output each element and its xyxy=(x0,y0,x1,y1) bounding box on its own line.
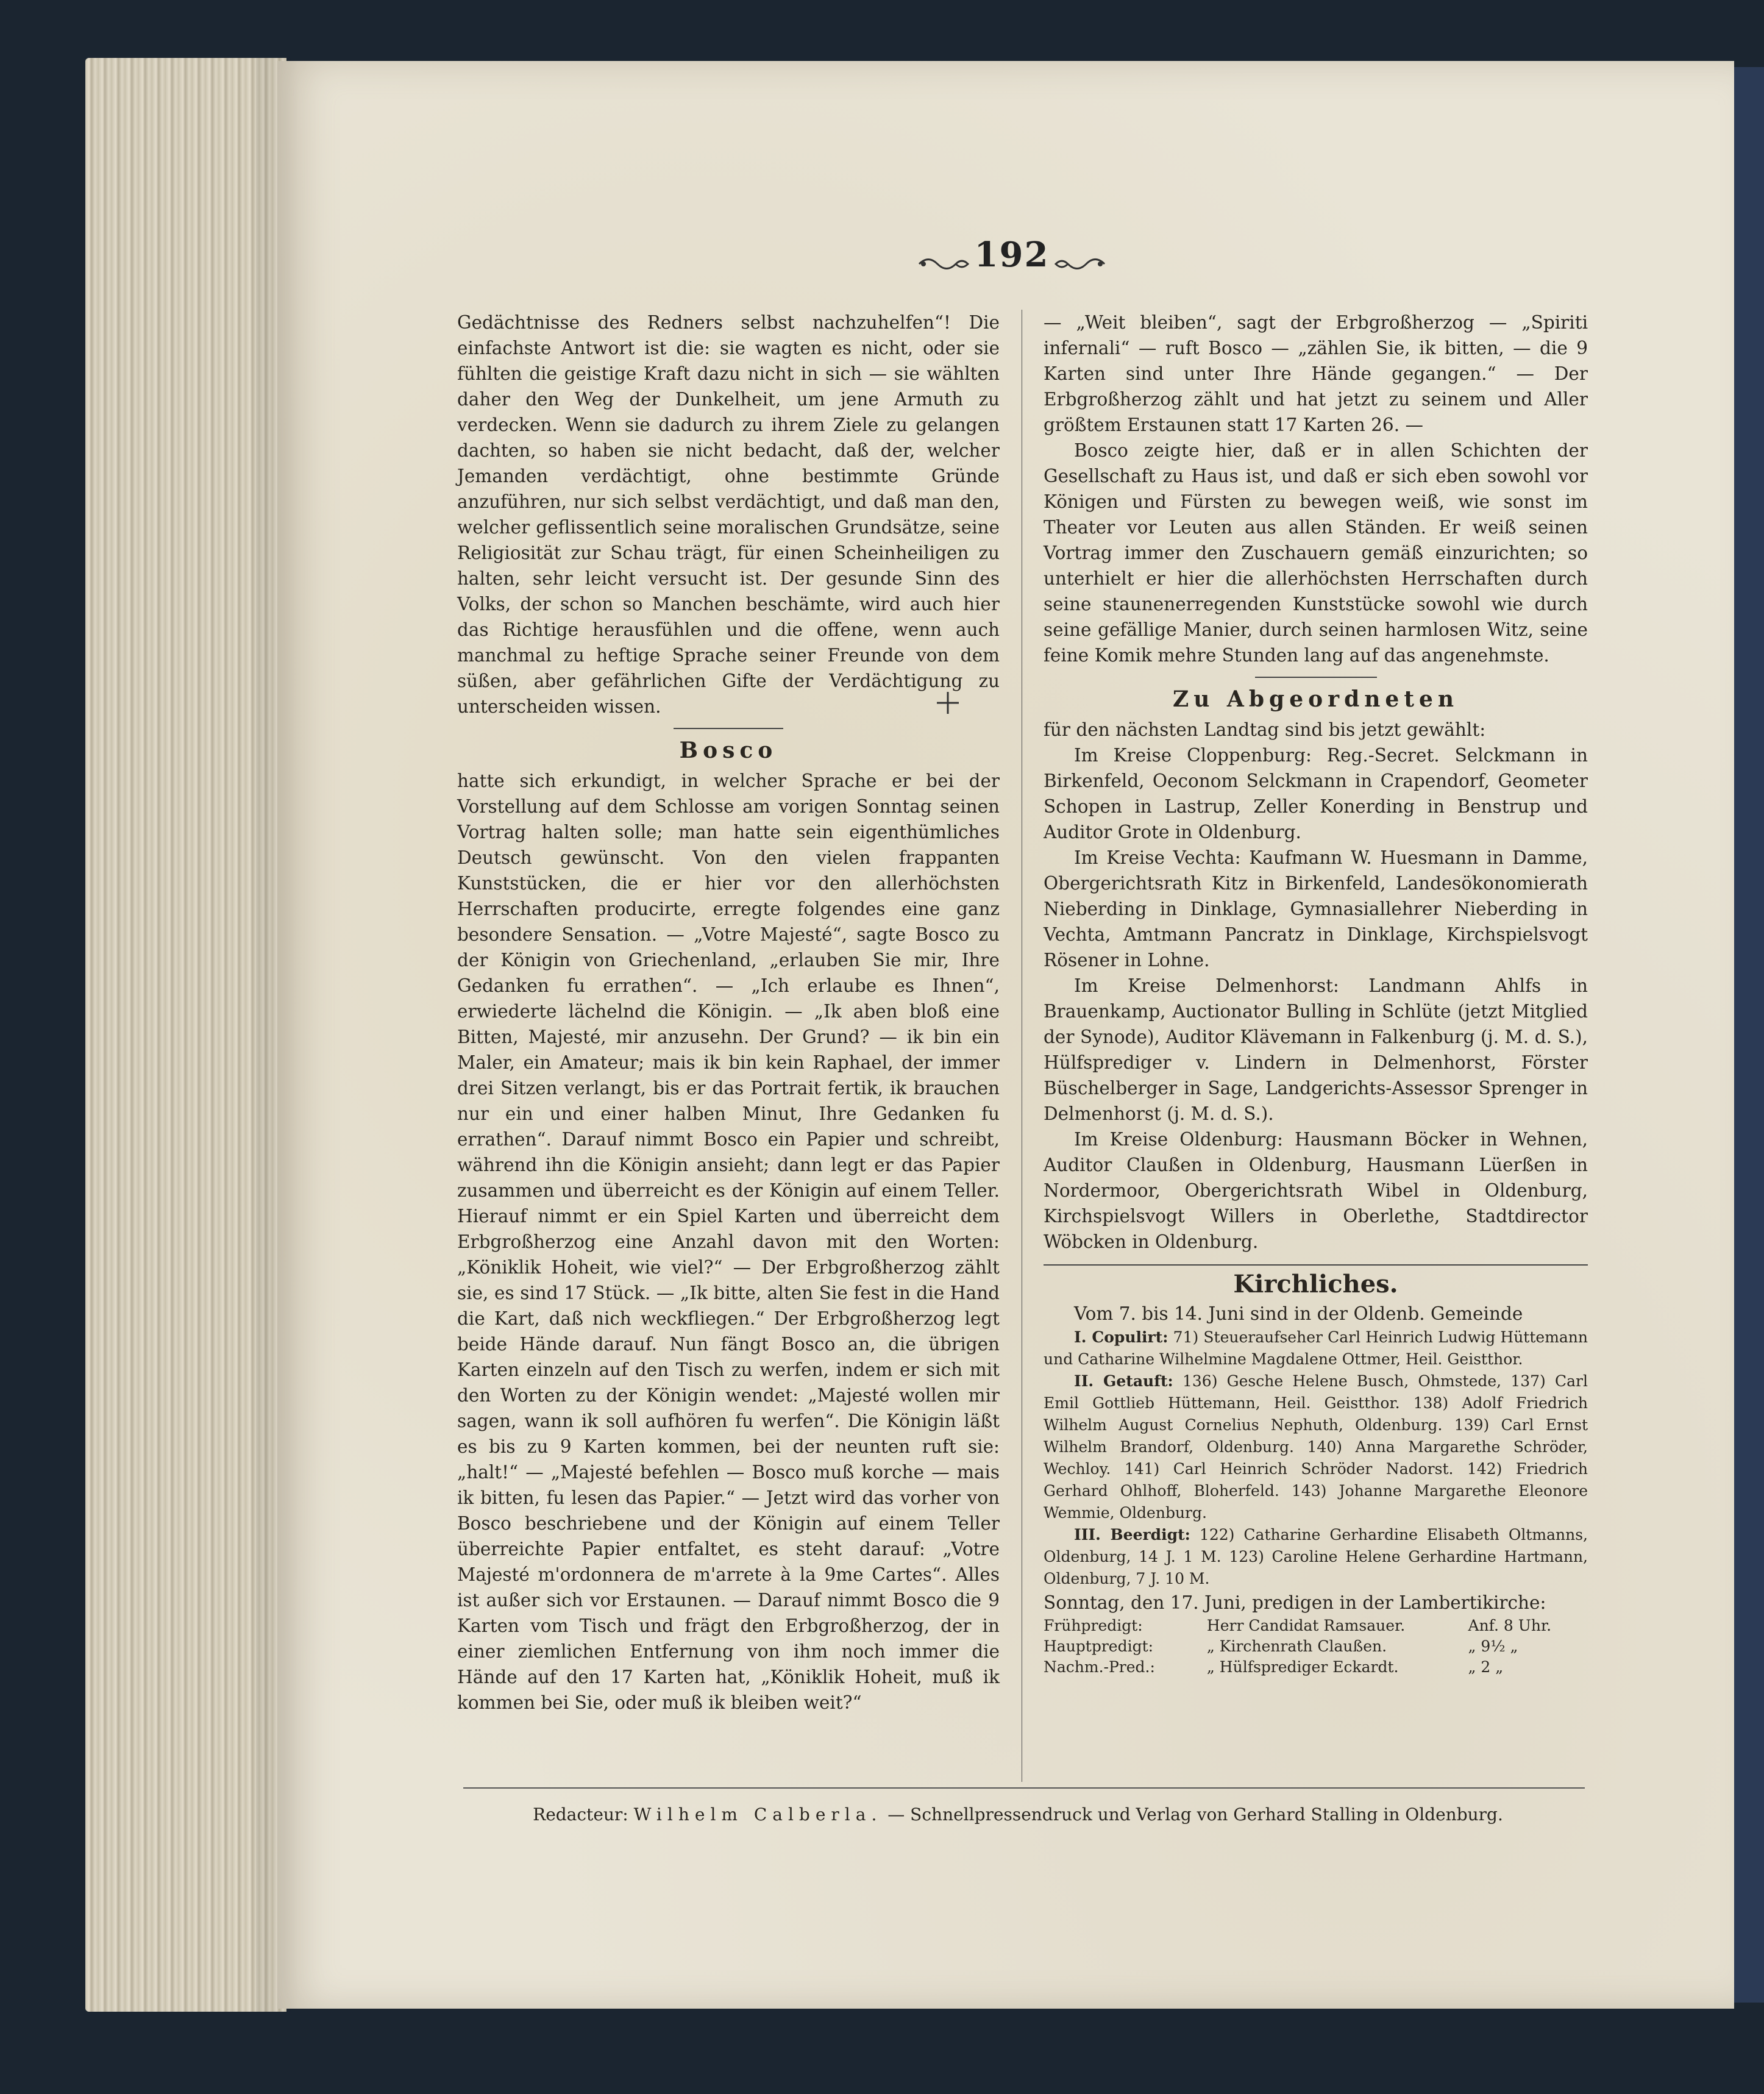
service-pastor: „ Hülfsprediger Eckardt. xyxy=(1206,1658,1399,1676)
page-number: 192 xyxy=(974,235,1050,275)
kreis-vechta: Im Kreise Vechta: Kaufmann W. Huesmann in Damme, Obergerichtsrath Kitz in Birkenfeld, Landesökonomierath Nieberding in Dinklage, Gymnasiallehrer Nieberding in Vechta, Amtmann Pancratz in Dinklage, Kirchspielsvogt Rösener in Lohne. xyxy=(1044,847,1588,970)
bosco-summary: Bosco zeigte hier, daß er in allen Schichten der Gesellschaft zu Haus ist, und daß er sich eben sowohl vor Königen und Fürsten zu bewegen weiß, wie sonst im Theater vor Leuten aus allen Ständen. Er weiß seinen Vortrag immer den Zuschauern gemäß einzurichten; so unterhielt er hier die allerhöchsten Herrschaften durch seine staunenerregenden Kunststücke sowohl wie durch seine gefällige Manier, durch seinen harmlosen Witz, seine feine Komik mehre Stunden lang auf das angenehmste. xyxy=(1044,440,1588,666)
left-column xyxy=(457,310,1000,1715)
section-rule xyxy=(674,728,783,729)
services-table xyxy=(1044,1615,1588,1678)
bosco-continuation: — „Weit bleiben“, sagt der Erbgroßherzog — „Spiriti infernali“ — ruft Bosco — „zählen Sie, ik bitten, — die 9 Karten sind unter Ihre Hände gegangen.“ — Der Erbgroßherzog zählt und hat jetzt zu seinem und Aller größtem Erstaunen statt 17 Karten 26. — xyxy=(1044,312,1588,435)
imprint-footer xyxy=(506,1804,1530,1825)
intro-paragraph: Gedächtnisse des Redners selbst nachzuhelfen“! Die einfachste Antwort ist die: sie wagten es nicht, oder sie fühlten die geistige Kraft dazu nicht in sich — sie wählten daher den Weg der Dunkelheit, um jene Armuth zu verdecken. Wenn sie dadurch zu ihrem Ziele zu gelangen dachten, so haben sie nicht bedacht, daß der, welcher Jemanden verdächtigt, ohne bestimmte Gründe anzuführen, nur sich selbst verdächtigt, und daß man den, welcher geflissentlich seine moralischen Grundsätze, seine Religiosität zur Schau trägt, für einen Scheinheiligen zu halten, sehr leicht versucht ist. Der gesunde Sinn des Volks, der schon so Manchen beschämte, wird auch hier das Richtige herausfühlen und die offene, wenn auch manchmal zu heftige Sprache seiner Freunde von dem süßen, aber gefährlichen Gifte der Verdächtigung zu unterscheiden wissen. xyxy=(457,312,1000,717)
getauft-entry xyxy=(1044,1370,1588,1524)
spine-shadow xyxy=(256,58,299,2012)
copulirt-entry xyxy=(1044,1327,1588,1370)
kirchliches-intro: Vom 7. bis 14. Juni sind in der Oldenb. Gemeinde xyxy=(1074,1303,1523,1324)
beerdigt-entry xyxy=(1044,1524,1588,1590)
getauft-text: 136) Gesche Helene Busch, Ohmstede, 137) Carl Emil Gottlieb Hüttemann, Heil. Geistthor. 138) Adolf Friedrich Wilhelm August Cornelius Nephuth, Oldenburg. 139) Carl Ernst Wilhelm Brandorf, Oldenburg. 140) Anna Margarethe Schröder, Wechloy. 141) Carl Heinrich Schröder Nadorst. 142) Friedrich Gerhard Ohlhoff, Bloherfeld. 143) Johanne Margarethe Eleonore Wemmie, Oldenburg. xyxy=(1044,1372,1588,1522)
service-pastor: Herr Candidat Ramsauer. xyxy=(1206,1617,1406,1634)
service-pastor: „ Kirchenrath Claußen. xyxy=(1206,1637,1387,1655)
bosco-paragraph: hatte sich erkundigt, in welcher Sprache er bei der Vorstellung auf dem Schlosse am vorigen Sonntag seinen Vortrag halten solle; man hatte sein eigenthümliches Deutsch gewünscht. Von den vielen frappanten Kunststücken, die er hier vor den allerhöchsten Herrschaften producirte, erregte folgendes eine ganz besondere Sensation. — „Votre Majesté“, sagte Bosco zu der Königin von Griechenland, „erlauben Sie mir, Ihre Gedanken fu errathen“. — „Ich erlaube es Ihnen“, erwiederte lächelnd die Königin. — „Ik aben bloß eine Bitten, Majesté, mir anzusehn. Der Grund? — ik bin ein Maler, ein Amateur; mais ik bin kein Raphael, der immer drei Sitzen verlangt, bis er das Portrait fertik, ik brauchen nur ein und einer halben Minut, Ihre Gedanken fu errathen“. Darauf nimmt Bosco ein Papier und schreibt, während ihn die Königin ansieht; dann legt er das Papier zusammen und überreicht es der Königin auf einem Teller. Hierauf nimmt er ein Spiel Karten und überreicht dem Erbgroßherzog eine Anzahl davon mit den Worten: „Köniklik Hoheit, wie viel?“ — Der Erbgroßherzog zählt sie, es sind 17 Stück. — „Ik bitte, alten Sie fest in die Hand die Kart, daß nich weckfliegen.“ Der Erbgroßherzog legt beide Hände darauf. Nun fängt Bosco an, die übrigen Karten einzeln auf den Tisch zu werfen, indem er sich mit den Worten zu der Königin wendet: „Majesté wollen mir sagen, wann ik soll aufhören fu werfen“. Die Königin läßt es bis zu 9 Karten kommen, bei der neunten ruft sie: „halt!“ — „Majesté befehlen — Bosco muß korche — mais ik bitten, fu lesen das Papier.“ — Jetzt wird das vorher von Bosco beschriebene und der Königin auf einem Teller überreichte Papier entfaltet, es steht darauf: „Votre Majesté m'ordonnera de m'arrete à la 9me Cartes“. Alles ist außer sich vor Erstaunen. — Darauf nimmt Bosco die 9 Karten vom Tisch und frägt den Erbgroßherzog, der in einer ziemlichen Entfernung von ihm noch immer die Hände auf den 17 Karten hat, „Köniklik Hoheit, muß ik kommen bei Sie, oder muß ik bleiben weit?“ xyxy=(457,771,1000,1713)
abgeordnete-intro: für den nächsten Landtag sind bis jetzt gewählt: xyxy=(1044,719,1486,740)
sonntag-line: Sonntag, den 17. Juni, predigen in der Lambertikirche: xyxy=(1044,1592,1546,1613)
book-cover-edge xyxy=(1734,67,1764,2003)
table-row xyxy=(1044,1657,1588,1678)
ornament-left-icon xyxy=(916,252,971,276)
copulirt-text: 71) Steueraufseher Carl Heinrich Ludwig Hüttemann und Catharine Wilhelmine Magdalene Ottmer, Heil. Geistthor. xyxy=(1044,1328,1588,1368)
kreis-cloppenburg: Im Kreise Cloppenburg: Reg.-Secret. Selckmann in Birkenfeld, Oeconom Selckmann in Crapendorf, Geometer Schopen in Lastrup, Zeller Konerding in Benstrup und Auditor Grote in Oldenburg. xyxy=(1044,745,1588,842)
beerdigt-label: III. Beerdigt: xyxy=(1074,1526,1190,1544)
table-row xyxy=(1044,1615,1588,1636)
copulirt-label: I. Copulirt: xyxy=(1074,1328,1168,1346)
page-header xyxy=(884,235,1140,283)
bosco-heading: Bosco xyxy=(679,738,778,763)
kirchliches-heading: Kirchliches. xyxy=(1233,1270,1398,1298)
editor-name: Wilhelm Calberla. xyxy=(633,1804,883,1825)
service-time: „ 9½ „ xyxy=(1468,1637,1518,1655)
service-name: Frühpredigt: xyxy=(1044,1617,1143,1634)
footer-dash: — xyxy=(887,1804,905,1825)
footer-rule xyxy=(463,1787,1585,1789)
service-time: „ 2 „ xyxy=(1468,1658,1504,1676)
service-name: Hauptpredigt: xyxy=(1044,1637,1154,1655)
service-time: Anf. 8 Uhr. xyxy=(1468,1617,1552,1634)
service-name: Nachm.-Pred.: xyxy=(1044,1658,1155,1676)
kreis-oldenburg: Im Kreise Oldenburg: Hausmann Böcker in Wehnen, Auditor Claußen in Oldenburg, Hausmann Lüerßen in Nordermoor, Obergerichtsrath Wibel in Oldenburg, Kirchspielsvogt Willers in Oberlethe, Stadtdirector Wöbcken in Oldenburg. xyxy=(1044,1129,1588,1252)
beerdigt-text: 122) Catharine Gerhardine Elisabeth Oltmanns, Oldenburg, 14 J. 1 M. 123) Caroline Helene Gerhardine Hartmann, Oldenburg, 7 J. 10 M. xyxy=(1044,1526,1588,1587)
kreis-delmenhorst: Im Kreise Delmenhorst: Landmann Ahlfs in Brauenkamp, Auctionator Bulling in Schlüte (jetzt Mitglied der Synode), Auditor Klävemann in Falkenburg (j. M. d. S.), Hülfsprediger v. Lindern in Delmenhorst, Förster Büschelberger in Sage, Landgerichts-Assessor Sprenger in Delmenhorst (j. M. d. S.). xyxy=(1044,975,1588,1124)
right-column xyxy=(1044,310,1588,1678)
section-rule xyxy=(1255,677,1377,678)
abgeordnete-heading: Zu Abgeordneten xyxy=(1172,686,1459,712)
getauft-label: II. Getauft: xyxy=(1074,1372,1173,1390)
printer-text: Schnellpressendruck und Verlag von Gerhard Stalling in Oldenburg. xyxy=(910,1804,1503,1825)
cross-mark-icon xyxy=(936,691,960,715)
editor-label: Redacteur: xyxy=(533,1804,628,1825)
ornament-right-icon xyxy=(1053,252,1108,276)
table-row xyxy=(1044,1636,1588,1657)
section-rule xyxy=(1044,1264,1588,1266)
